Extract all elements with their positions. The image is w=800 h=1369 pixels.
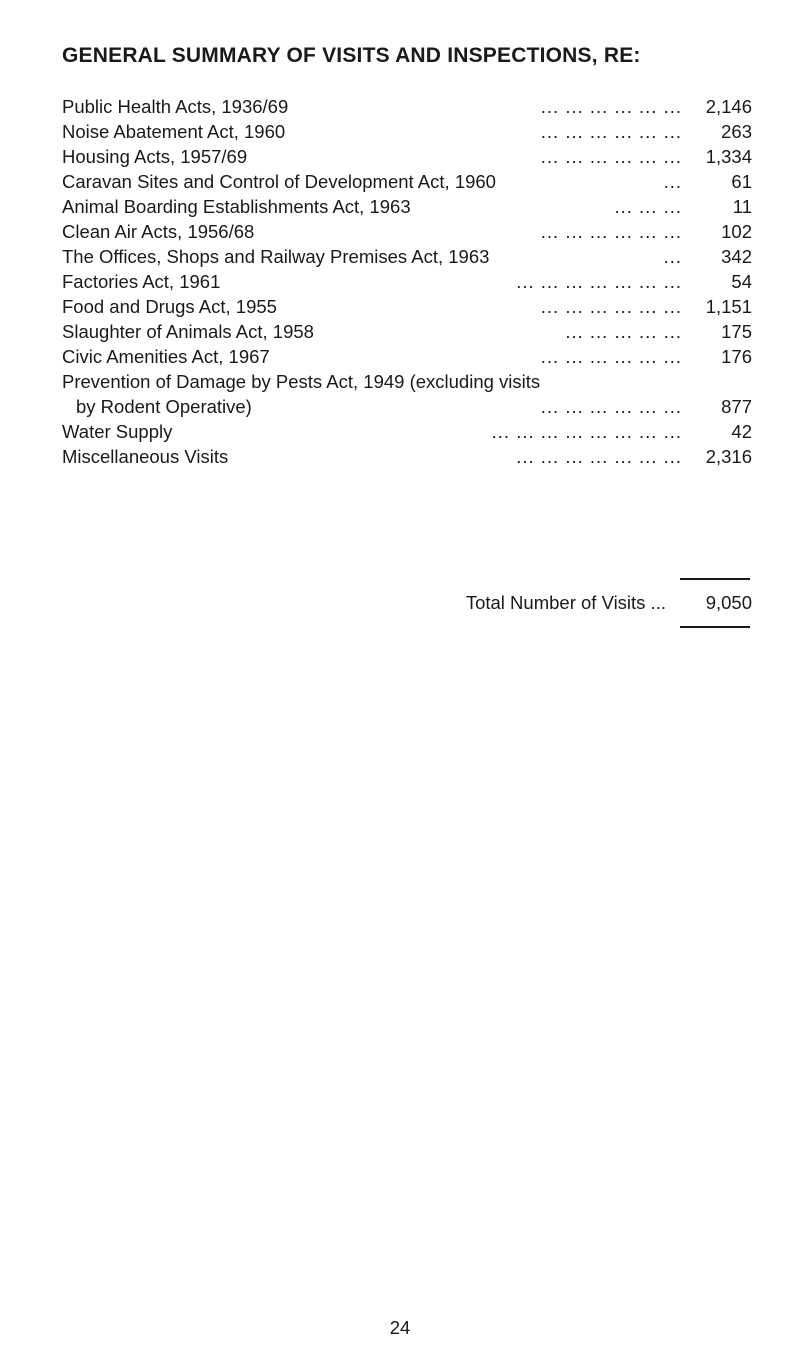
row-label: Noise Abatement Act, 1960 xyxy=(62,121,286,142)
row-value: 61 xyxy=(731,171,752,192)
row-label: The Offices, Shops and Railway Premises Act, 1963 xyxy=(62,246,490,267)
list-item xyxy=(62,344,752,369)
total-value: 9,050 xyxy=(705,592,752,613)
list-item xyxy=(62,144,752,169)
row-label: Public Health Acts, 1936/69 xyxy=(62,96,289,117)
list-item xyxy=(62,219,752,244)
row-value: 54 xyxy=(731,271,752,292)
list-item xyxy=(62,319,752,344)
row-leader-dots: ... ... ... xyxy=(614,196,682,217)
row-leader-dots: ... ... ... ... ... ... xyxy=(540,146,682,167)
total-rule-bottom xyxy=(680,626,750,628)
row-label: Civic Amenities Act, 1967 xyxy=(62,346,270,367)
list-item xyxy=(62,294,752,319)
row-label: Caravan Sites and Control of Development Act, 1960 xyxy=(62,171,496,192)
list-item xyxy=(62,269,752,294)
row-label: Housing Acts, 1957/69 xyxy=(62,146,248,167)
row-leader-dots: ... ... ... ... ... xyxy=(565,321,682,342)
row-value: 1,334 xyxy=(705,146,752,167)
row-leader-dots: ... xyxy=(663,171,682,192)
list-item xyxy=(62,369,752,419)
row-value: 42 xyxy=(731,421,752,442)
row-leader-dots: ... ... ... ... ... ... xyxy=(540,221,682,242)
row-leader-dots: ... ... ... ... ... ... xyxy=(540,296,682,317)
row-value: 263 xyxy=(721,121,752,142)
summary-list xyxy=(62,94,752,469)
row-value: 2,146 xyxy=(705,96,752,117)
row-leader-dots: ... ... ... ... ... ... xyxy=(540,96,682,117)
list-item xyxy=(62,119,752,144)
row-label: Water Supply xyxy=(62,421,173,442)
total-rule-top xyxy=(680,578,750,580)
total-label: Total Number of Visits ... xyxy=(465,592,666,613)
page-number: 24 xyxy=(389,1317,411,1338)
list-item xyxy=(62,419,752,444)
row-leader-dots: ... ... ... ... ... ... ... ... xyxy=(491,421,682,442)
row-value: 175 xyxy=(721,321,752,342)
list-item xyxy=(62,444,752,469)
row-value: 102 xyxy=(721,221,752,242)
row-label: Animal Boarding Establishments Act, 1963 xyxy=(62,196,411,217)
row-leader-dots: ... ... ... ... ... ... xyxy=(540,396,682,417)
page-title: GENERAL SUMMARY OF VISITS AND INSPECTIONS, RE: xyxy=(62,44,641,67)
list-item xyxy=(62,194,752,219)
row-label: Slaughter of Animals Act, 1958 xyxy=(62,321,314,342)
row-leader-dots: ... xyxy=(663,246,682,267)
list-item xyxy=(62,244,752,269)
row-label: Factories Act, 1961 xyxy=(62,271,221,292)
row-label: Food and Drugs Act, 1955 xyxy=(62,296,277,317)
row-leader-dots: ... ... ... ... ... ... xyxy=(540,121,682,142)
row-value: 176 xyxy=(721,346,752,367)
row-label-continuation: by Rodent Operative) xyxy=(76,396,252,417)
row-label: Miscellaneous Visits xyxy=(62,446,229,467)
row-value: 11 xyxy=(732,196,752,217)
row-value: 1,151 xyxy=(705,296,752,317)
row-leader-dots: ... ... ... ... ... ... xyxy=(540,346,682,367)
row-label: Clean Air Acts, 1956/68 xyxy=(62,221,255,242)
row-value: 877 xyxy=(721,396,752,417)
row-leader-dots: ... ... ... ... ... ... ... xyxy=(516,271,682,292)
row-leader-dots: ... ... ... ... ... ... ... xyxy=(516,446,682,467)
row-value: 342 xyxy=(721,246,752,267)
row-value: 2,316 xyxy=(705,446,752,467)
row-label: Prevention of Damage by Pests Act, 1949 (excluding visits xyxy=(62,371,541,392)
list-item xyxy=(62,94,752,119)
list-item xyxy=(62,169,752,194)
total-row xyxy=(62,590,752,615)
